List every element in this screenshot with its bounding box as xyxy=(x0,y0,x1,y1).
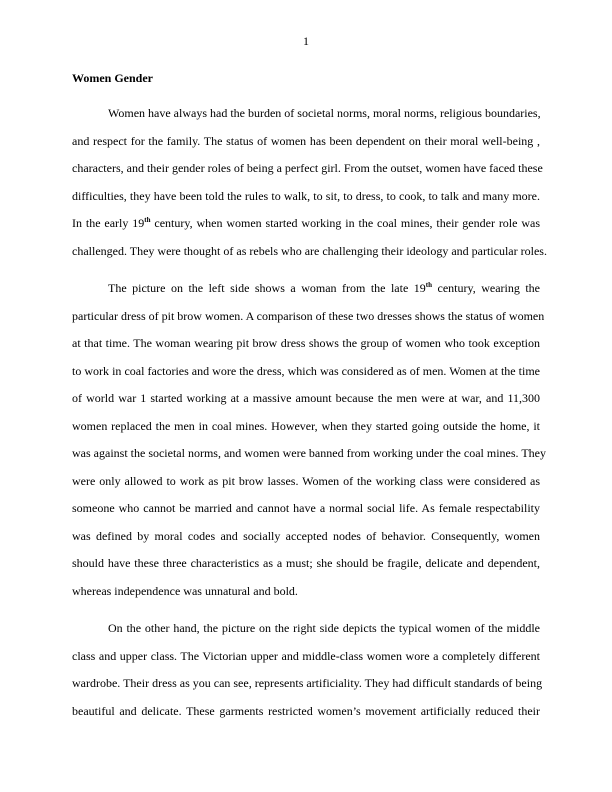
paragraph-2-line xyxy=(72,474,540,488)
line-text: century, when women started working in the coal mines, their gender role was xyxy=(150,216,541,230)
document-heading: Women Gender xyxy=(72,71,153,85)
line-text: someone who cannot be married and cannot have a normal social life. As female respectability xyxy=(72,501,540,515)
line-text: and respect for the family. The status of women has been dependent on their moral well-being , xyxy=(72,133,540,148)
paragraph-3-line xyxy=(72,676,543,690)
paragraph-2-line xyxy=(72,364,540,378)
line-text: whereas independence was unnatural and bold. xyxy=(72,583,298,598)
paragraph-2-line xyxy=(72,336,540,350)
paragraph-2-line xyxy=(108,281,540,295)
line-text: On the other hand, the picture on the right side depicts the typical women of the middle xyxy=(108,621,540,635)
paragraph-1-line xyxy=(108,106,540,120)
line-text: challenged. They were thought of as rebels who are challenging their ideology and particular roles. xyxy=(72,243,547,258)
line-text: of world war 1 started working at a massive amount because the men were at war, and 11,300 xyxy=(72,391,540,405)
line-text: characters, and their gender roles of being a perfect girl. From the outset, women have faced these xyxy=(72,161,543,175)
line-text: Women have always had the burden of societal norms, moral norms, religious boundaries, xyxy=(108,106,541,120)
paragraph-2-line xyxy=(72,446,546,460)
paragraph-3-line xyxy=(108,621,540,635)
line-text: The picture on the left side shows a woman from the late 19 xyxy=(108,281,426,295)
paragraph-2-line xyxy=(72,419,540,433)
line-text: was against the societal norms, and women were banned from working under the coal mines. They xyxy=(72,446,546,460)
paragraph-2-line xyxy=(72,391,540,405)
paragraph-2-line xyxy=(72,556,540,570)
paragraph-3-line xyxy=(72,704,540,718)
line-text: century, wearing the xyxy=(432,281,540,295)
line-text: should have these three characteristics as a must; she should be fragile, delicate and dependent, xyxy=(72,556,540,570)
ordinal-superscript: th xyxy=(144,216,151,224)
paragraph-2-line xyxy=(72,501,540,515)
line-text: wardrobe. Their dress as you can see, represents artificiality. They had difficult standards of being xyxy=(72,676,543,690)
line-text: particular dress of pit brow women. A comparison of these two dresses shows the status of women xyxy=(72,308,545,323)
line-text: In the early 19 xyxy=(72,216,145,230)
line-text: women replaced the men in coal mines. However, when they started going outside the home, it xyxy=(72,418,540,433)
paragraph-1-line xyxy=(72,216,540,230)
paragraph-3-line xyxy=(72,649,540,663)
line-text: were only allowed to work as pit brow lasses. Women of the working class were considered as xyxy=(72,473,540,488)
line-text: at that time. The woman wearing pit brow dress shows the group of women who took exception xyxy=(72,336,540,350)
ordinal-superscript: th xyxy=(425,281,433,289)
line-text: class and upper class. The Victorian upper and middle-class women wore a completely different xyxy=(72,648,540,663)
paragraph-1-line xyxy=(72,189,540,203)
page-number: 1 xyxy=(303,34,309,48)
paragraph-1-line xyxy=(72,243,547,258)
paragraph-2-line xyxy=(72,529,540,543)
line-text: to work in coal factories and wore the dress, which was considered as of men. Women at the time xyxy=(72,363,540,378)
paragraph-2-line xyxy=(72,584,540,598)
paragraph-1-line xyxy=(72,134,540,148)
line-text: was defined by moral codes and socially accepted nodes of behavior. Consequently, women xyxy=(72,528,540,543)
paragraph-1-line xyxy=(72,161,543,175)
paragraph-2-line xyxy=(72,308,545,323)
line-text: difficulties, they have been told the rules to walk, to sit, to dress, to cook, to talk and many more. xyxy=(72,188,540,203)
line-text: beautiful and delicate. These garments restricted women’s movement artificially reduced their xyxy=(72,703,540,718)
